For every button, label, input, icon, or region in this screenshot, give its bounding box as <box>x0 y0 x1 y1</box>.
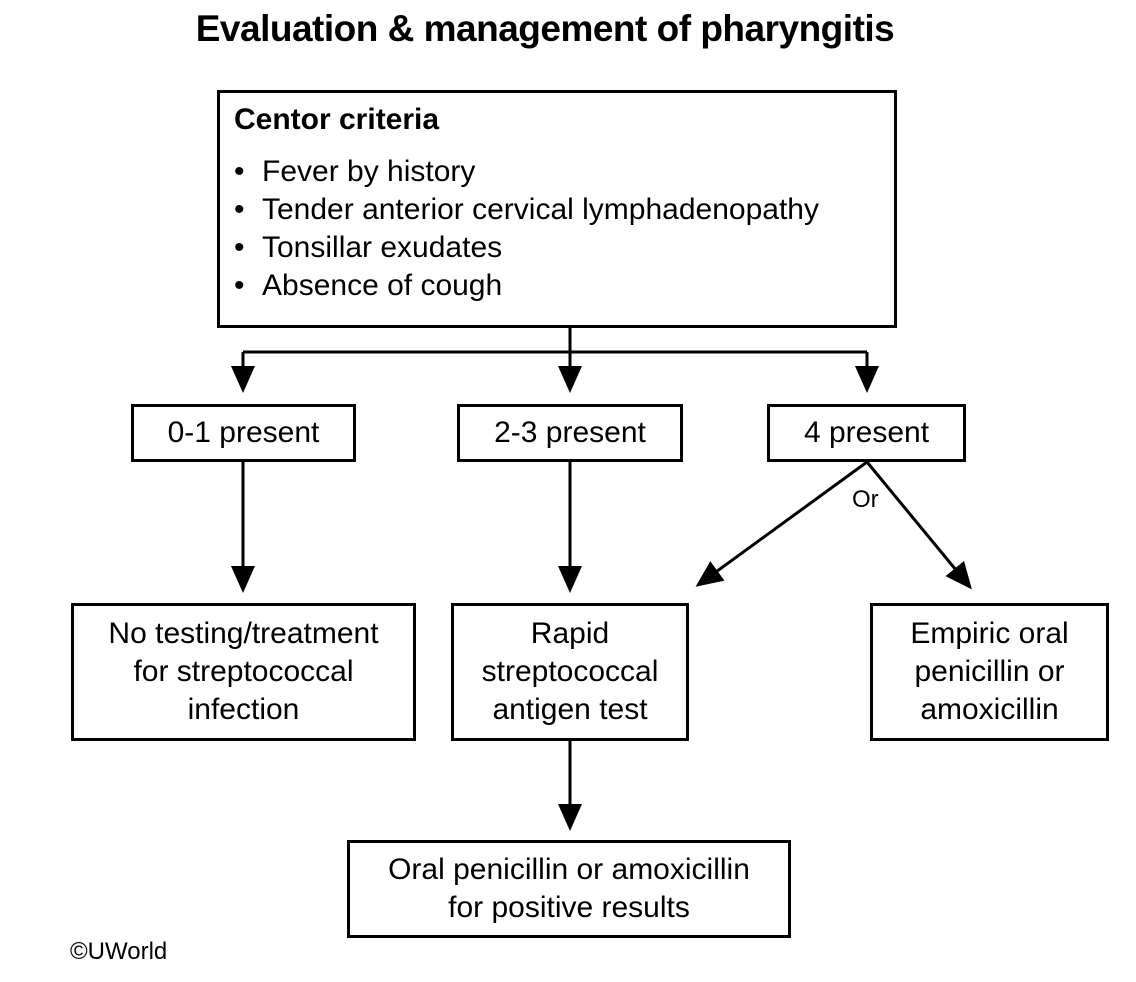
bullet-icon: • <box>234 155 245 188</box>
criteria-item: • Fever by history <box>234 153 880 191</box>
criteria-item: • Absence of cough <box>234 267 880 305</box>
branch-2-3-present: 2-3 present <box>457 404 683 462</box>
centor-criteria-list <box>234 153 880 305</box>
copyright-label: ©UWorld <box>70 938 168 965</box>
outcome-no-testing: No testing/treatment for streptococcal infection <box>71 603 416 741</box>
bullet-icon: • <box>234 269 245 302</box>
diagram-title: Evaluation & management of pharyngitis <box>195 8 895 49</box>
bullet-icon: • <box>234 193 245 226</box>
criteria-item: • Tonsillar exudates <box>234 229 880 267</box>
criteria-item: • Tender anterior cervical lymphadenopathy <box>234 191 880 229</box>
branch-4-present: 4 present <box>767 404 966 462</box>
arrow-high-to-empiric <box>867 462 970 587</box>
arrow-high-to-rapid-test <box>698 462 867 585</box>
or-label: Or <box>852 486 879 513</box>
bullet-icon: • <box>234 231 245 264</box>
branch-0-1-present: 0-1 present <box>131 404 356 462</box>
outcome-empiric-penicillin: Empiric oral penicillin or amoxicillin <box>870 603 1109 741</box>
outcome-rapid-antigen-test: Rapid streptococcal antigen test <box>451 603 689 741</box>
centor-criteria-box <box>217 90 897 328</box>
outcome-positive-results: Oral penicillin or amoxicillin for positive results <box>347 840 791 938</box>
centor-criteria-heading: Centor criteria <box>234 103 440 136</box>
